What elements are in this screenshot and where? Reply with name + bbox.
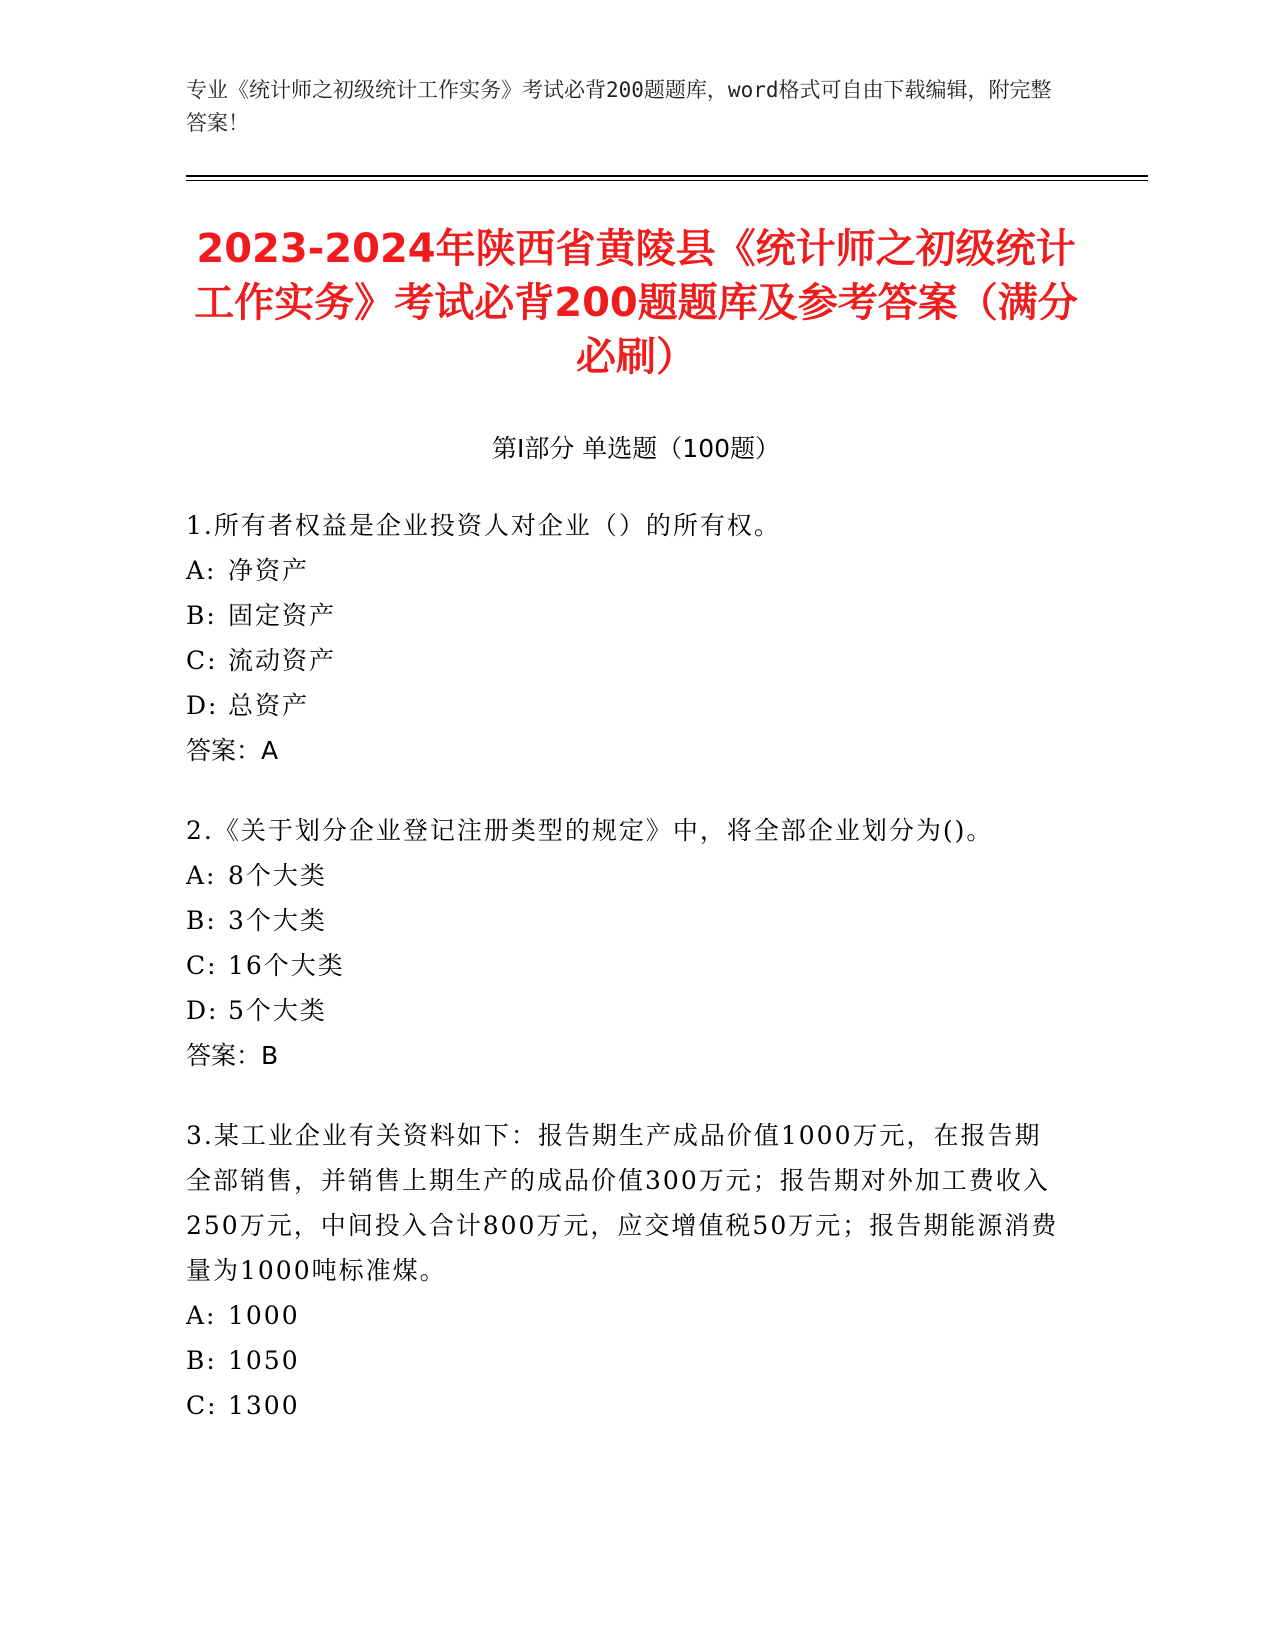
question-item <box>186 808 1066 1078</box>
option-letter: B: <box>186 906 217 935</box>
option-text: 8个大类 <box>228 861 327 890</box>
option-text: 1000 <box>228 1301 300 1330</box>
option-text: 5个大类 <box>228 996 327 1025</box>
option-text: 1050 <box>228 1346 300 1375</box>
header-divider-thick <box>186 175 1148 177</box>
option-text: 固定资产 <box>228 601 337 630</box>
option-text: 净资产 <box>228 556 310 585</box>
option-a <box>186 548 1066 593</box>
option-d <box>186 988 1066 1033</box>
option-letter: B: <box>186 1346 217 1375</box>
question-item <box>186 503 1066 773</box>
option-letter: A: <box>186 861 217 890</box>
option-c <box>186 1383 1066 1428</box>
header-note: 专业《统计师之初级统计工作实务》考试必背200题题库，word格式可自由下载编辑，附完整答案！ <box>186 78 1052 135</box>
question-item <box>186 1113 1066 1428</box>
option-text: 1300 <box>228 1391 300 1420</box>
option-b <box>186 1338 1066 1383</box>
option-a <box>186 853 1066 898</box>
option-text: 3个大类 <box>228 906 327 935</box>
option-letter: A: <box>186 1301 217 1330</box>
header-divider-thin <box>186 180 1148 181</box>
option-letter: C: <box>186 951 218 980</box>
option-letter: A: <box>186 556 217 585</box>
option-letter: B: <box>186 601 217 630</box>
answer-line: 答案：A <box>186 736 279 765</box>
option-c <box>186 943 1066 988</box>
option-letter: C: <box>186 1391 218 1420</box>
option-text: 16个大类 <box>228 951 345 980</box>
option-text: 总资产 <box>228 691 310 720</box>
document-title: 2023-2024年陕西省黄陵县《统计师之初级统计工作实务》考试必背200题题库及参考答案（满分必刷） <box>194 226 1078 380</box>
section-heading: 第I部分 单选题（100题） <box>491 434 781 463</box>
answer-line: 答案：B <box>186 1041 279 1070</box>
option-b <box>186 898 1066 943</box>
option-a <box>186 1293 1066 1338</box>
question-stem: 2.《关于划分企业登记注册类型的规定》中，将全部企业划分为()。 <box>186 816 994 845</box>
option-letter: D: <box>186 691 219 720</box>
option-letter: C: <box>186 646 218 675</box>
option-c <box>186 638 1066 683</box>
option-d <box>186 683 1066 728</box>
option-letter: D: <box>186 996 219 1025</box>
question-stem: 3.某工业企业有关资料如下：报告期生产成品价值1000万元，在报告期全部销售，并销售上期生产的成品价值300万元；报告期对外加工费收入250万元，中间投入合计800万元，应交增值税50万元；报告期能源消费量为1000吨标准煤。 <box>186 1121 1059 1285</box>
option-b <box>186 593 1066 638</box>
question-stem: 1.所有者权益是企业投资人对企业（）的所有权。 <box>186 511 781 540</box>
option-text: 流动资产 <box>228 646 337 675</box>
